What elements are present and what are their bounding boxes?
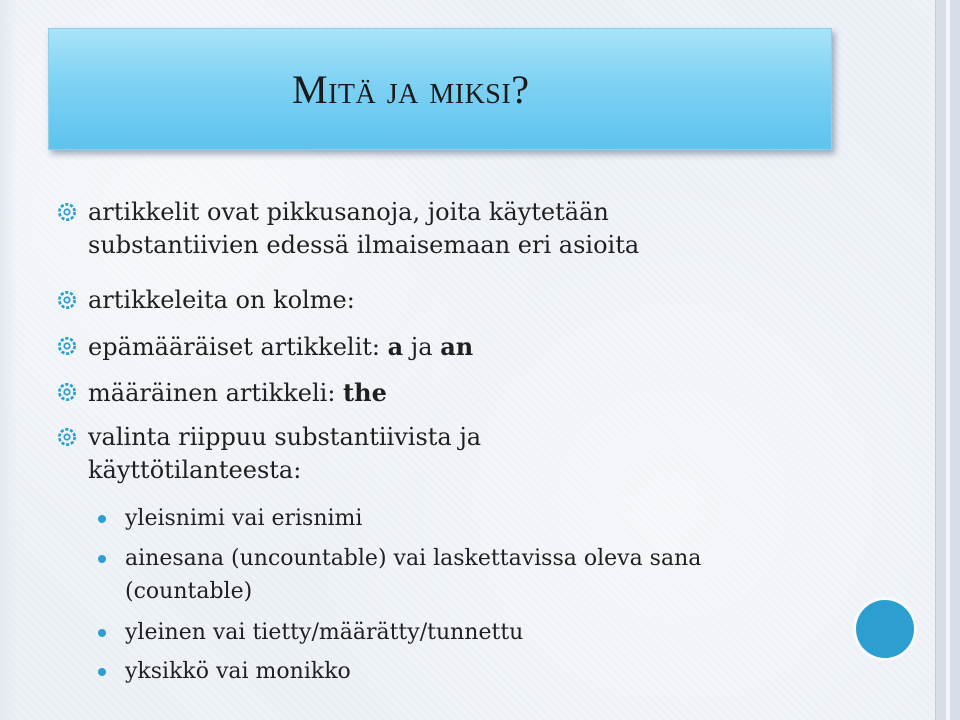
title-word-ja: JA <box>386 79 419 110</box>
bullet-text-line1: valinta riippuu substantiivista ja <box>88 423 482 451</box>
bullet-text-line1: artikkelit ovat pikkusanoja, joita käytetään <box>88 198 609 226</box>
title-word-mita: ITÄ <box>328 79 377 110</box>
bold-article-a: a <box>387 332 404 361</box>
bullet-text <box>88 330 788 364</box>
title-question-mark: ? <box>511 67 530 112</box>
bullet-text-line2: substantiivien edessä ilmaisemaan eri asioita <box>88 231 640 259</box>
sub-bullet-text: yksikkö vai monikko <box>125 659 351 684</box>
decorative-circle <box>856 600 914 658</box>
bullet-item <box>88 330 788 364</box>
text-segment: epämääräiset artikkelit: <box>88 333 388 361</box>
sub-bullet-text: yleinen vai tietty/määrätty/tunnettu <box>125 620 524 645</box>
gear-bullet-icon <box>58 383 76 401</box>
dot-bullet-icon <box>98 515 106 523</box>
gear-bullet-icon <box>58 337 76 355</box>
bold-article-an: an <box>440 332 474 361</box>
bullet-item <box>88 284 788 317</box>
sub-bullet-text-line2: (countable) <box>125 579 253 604</box>
gear-bullet-icon <box>58 203 76 221</box>
bold-article-the: the <box>343 378 387 407</box>
sub-bullet-item <box>125 502 825 535</box>
bullet-text <box>88 376 788 410</box>
dot-bullet-icon <box>98 668 106 676</box>
title-word-miksi: MIKSI <box>429 79 512 110</box>
bullet-text-line2: käyttötilanteesta: <box>88 456 302 484</box>
gear-bullet-icon <box>58 428 76 446</box>
text-segment: määräinen artikkeli: <box>88 379 344 407</box>
dot-bullet-icon <box>98 555 106 563</box>
sub-bullet-item <box>125 542 825 608</box>
sub-bullet-text: yleisnimi vai erisnimi <box>125 506 363 531</box>
sub-bullet-item <box>125 616 825 649</box>
text-segment: ja <box>403 333 441 361</box>
dot-bullet-icon <box>98 629 106 637</box>
sub-bullet-text-line1: ainesana (uncountable) vai laskettavissa oleva sana <box>125 546 702 571</box>
sub-bullet-item <box>125 655 825 688</box>
bullet-text: artikkeleita on kolme: <box>88 286 355 314</box>
bullet-item <box>88 196 788 262</box>
bullet-item <box>88 376 788 410</box>
gear-bullet-icon <box>58 291 76 309</box>
title-initial: M <box>292 67 329 112</box>
bullet-item <box>88 421 788 487</box>
